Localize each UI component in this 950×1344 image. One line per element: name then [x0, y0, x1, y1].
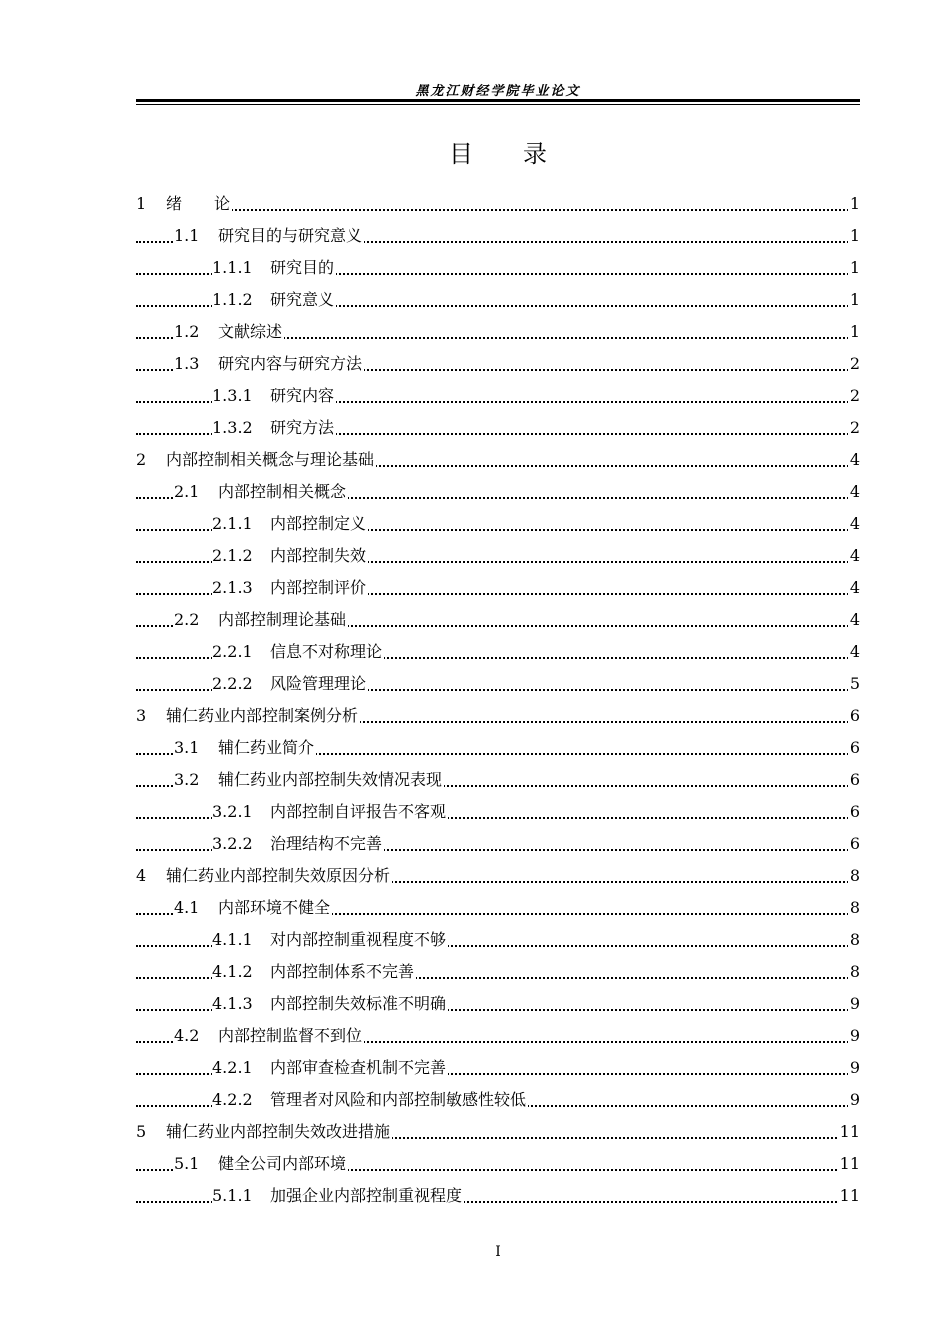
toc-entry[interactable] [136, 220, 860, 252]
toc-entry[interactable] [136, 700, 860, 732]
toc-entry-text: 健全公司内部环境 [218, 1154, 347, 1173]
toc-entry-label [212, 674, 368, 693]
toc-entry-page: 9 [848, 1020, 860, 1052]
toc-entry-text: 内部控制理论基础 [218, 610, 347, 629]
toc-entry-page: 6 [848, 796, 860, 828]
toc-entry-page: 5 [848, 668, 860, 700]
toc-entry[interactable] [136, 252, 860, 284]
toc-entry-number: 4.2.2 [212, 1090, 253, 1109]
toc-entry-label [136, 706, 360, 725]
toc-entry-label [212, 962, 416, 981]
toc-entry[interactable] [136, 764, 860, 796]
toc-entry-number: 1.3 [174, 354, 200, 373]
toc-entry-text: 辅仁药业内部控制失效原因分析 [166, 866, 391, 885]
toc-entry-text: 对内部控制重视程度不够 [270, 930, 447, 949]
toc-entry-label [212, 1186, 464, 1205]
toc-entry-label [212, 578, 368, 597]
toc-entry-page: 4 [848, 572, 860, 604]
toc-entry-number: 4.1.1 [212, 930, 253, 949]
toc-dot-leader [136, 208, 860, 211]
toc-entry-text: 内部控制体系不完善 [270, 962, 415, 981]
toc-entry-label [174, 898, 332, 917]
toc-entry-text: 辅仁药业内部控制案例分析 [166, 706, 359, 725]
toc-entry-label [212, 1090, 528, 1109]
toc-entry-label [212, 258, 336, 277]
toc-entry-text: 内部控制相关概念与理论基础 [166, 450, 375, 469]
toc-entry-page: 8 [848, 924, 860, 956]
toc-entry-page: 8 [848, 892, 860, 924]
toc-entry-page: 4 [848, 604, 860, 636]
toc-title [136, 134, 860, 169]
toc-entry-page: 1 [848, 220, 860, 252]
toc-entry-label [174, 1026, 364, 1045]
toc-entry[interactable] [136, 316, 860, 348]
toc-entry[interactable] [136, 892, 860, 924]
toc-entry-page: 1 [848, 252, 860, 284]
toc-entry[interactable] [136, 668, 860, 700]
table-of-contents [136, 188, 860, 1212]
toc-entry-text: 信息不对称理论 [270, 642, 383, 661]
toc-entry-page: 4 [848, 636, 860, 668]
toc-entry-label [212, 834, 384, 853]
toc-entry-page: 4 [848, 444, 860, 476]
toc-entry-number: 2 [136, 450, 147, 469]
toc-entry[interactable] [136, 444, 860, 476]
toc-entry-page: 9 [848, 988, 860, 1020]
toc-entry-page: 4 [848, 476, 860, 508]
toc-entry-page: 1 [848, 284, 860, 316]
toc-entry-page: 11 [838, 1180, 860, 1212]
toc-entry-text: 内部控制失效 [270, 546, 367, 565]
toc-entry-page: 11 [838, 1148, 860, 1180]
toc-entry-number: 1.1 [174, 226, 200, 245]
toc-entry-label [136, 194, 232, 213]
toc-entry[interactable] [136, 476, 860, 508]
toc-entry-text: 研究意义 [270, 290, 335, 309]
toc-entry-label [174, 770, 444, 789]
toc-entry[interactable] [136, 956, 860, 988]
toc-entry-text: 辅仁药业内部控制失效改进措施 [166, 1122, 391, 1141]
header-rule-thick [136, 99, 860, 102]
toc-entry-number: 4.1 [174, 898, 200, 917]
toc-entry-number: 2.2 [174, 610, 200, 629]
toc-entry[interactable] [136, 188, 860, 220]
toc-entry-text: 研究方法 [270, 418, 335, 437]
toc-entry-text: 内部控制评价 [270, 578, 367, 597]
toc-entry-page: 2 [848, 348, 860, 380]
toc-entry-label [212, 386, 336, 405]
toc-entry-number: 5.1 [174, 1154, 200, 1173]
toc-entry-page: 2 [848, 380, 860, 412]
toc-entry-text: 研究目的 [270, 258, 335, 277]
toc-entry-label [174, 738, 316, 757]
toc-entry[interactable] [136, 1180, 860, 1212]
toc-entry-number: 2.1.2 [212, 546, 253, 565]
toc-entry-page: 2 [848, 412, 860, 444]
toc-entry-page: 6 [848, 828, 860, 860]
toc-entry-number: 3.2.1 [212, 802, 253, 821]
toc-entry-number: 4 [136, 866, 147, 885]
toc-title-char-1: 目 [449, 140, 473, 168]
header-rule-thin [136, 104, 860, 105]
toc-entry-page: 8 [848, 860, 860, 892]
toc-entry-number: 3.2 [174, 770, 200, 789]
toc-entry-label [174, 226, 364, 245]
page-number: I [495, 1244, 501, 1260]
toc-entry[interactable] [136, 860, 860, 892]
toc-entry-text: 文献综述 [218, 322, 283, 341]
toc-entry-label [212, 930, 448, 949]
toc-entry[interactable] [136, 1116, 860, 1148]
toc-entry-text: 管理者对风险和内部控制敏感性较低 [270, 1090, 527, 1109]
toc-entry-number: 4.2.1 [212, 1058, 253, 1077]
toc-entry-page: 6 [848, 700, 860, 732]
toc-entry-number: 4.1.3 [212, 994, 253, 1013]
toc-entry-label [212, 1058, 448, 1077]
toc-entry-number: 2.2.1 [212, 642, 253, 661]
toc-entry-number: 1.2 [174, 322, 200, 341]
toc-entry-number: 4.2 [174, 1026, 200, 1045]
toc-entry-label [212, 642, 384, 661]
toc-entry[interactable] [136, 796, 860, 828]
toc-entry[interactable] [136, 1148, 860, 1180]
toc-entry[interactable] [136, 604, 860, 636]
toc-entry[interactable] [136, 508, 860, 540]
toc-entry-number: 2.1.1 [212, 514, 253, 533]
toc-entry-label [212, 290, 336, 309]
toc-entry-text: 内部控制定义 [270, 514, 367, 533]
toc-entry-text: 内部控制监督不到位 [218, 1026, 363, 1045]
toc-entry-label [136, 450, 376, 469]
toc-entry-label [174, 354, 364, 373]
page-header: 黑龙江财经学院毕业论文 [415, 84, 581, 99]
toc-entry-number: 1.1.1 [212, 258, 253, 277]
toc-entry-number: 1.3.1 [212, 386, 253, 405]
toc-entry-page: 8 [848, 956, 860, 988]
toc-entry-text: 辅仁药业简介 [218, 738, 315, 757]
toc-entry-text: 内部环境不健全 [218, 898, 331, 917]
toc-entry-number: 4.1.2 [212, 962, 253, 981]
toc-entry-text: 内部审查检查机制不完善 [270, 1058, 447, 1077]
toc-entry-text: 绪 论 [166, 194, 231, 213]
toc-entry-page: 4 [848, 508, 860, 540]
toc-entry[interactable] [136, 828, 860, 860]
toc-entry-number: 1.3.2 [212, 418, 253, 437]
toc-entry-page: 6 [848, 764, 860, 796]
toc-entry-label [174, 322, 284, 341]
toc-entry[interactable] [136, 1052, 860, 1084]
toc-title-char-2: 录 [523, 140, 547, 168]
toc-entry[interactable] [136, 1020, 860, 1052]
toc-entry[interactable] [136, 636, 860, 668]
toc-entry[interactable] [136, 924, 860, 956]
toc-entry[interactable] [136, 572, 860, 604]
toc-entry[interactable] [136, 988, 860, 1020]
toc-entry-label [136, 1122, 392, 1141]
toc-entry[interactable] [136, 284, 860, 316]
toc-entry[interactable] [136, 732, 860, 764]
toc-entry-label [212, 546, 368, 565]
toc-entry[interactable] [136, 412, 860, 444]
toc-entry-text: 研究目的与研究意义 [218, 226, 363, 245]
toc-entry-number: 5.1.1 [212, 1186, 253, 1205]
toc-entry-label [174, 1154, 348, 1173]
toc-entry-label [174, 610, 348, 629]
toc-entry-label [212, 418, 336, 437]
toc-entry-number: 2.1.3 [212, 578, 253, 597]
toc-entry-number: 3.2.2 [212, 834, 253, 853]
toc-entry-label [212, 514, 368, 533]
toc-entry-text: 内部控制失效标准不明确 [270, 994, 447, 1013]
toc-entry-page: 4 [848, 540, 860, 572]
toc-entry-text: 研究内容与研究方法 [218, 354, 363, 373]
toc-entry-label [174, 482, 348, 501]
toc-entry-text: 内部控制相关概念 [218, 482, 347, 501]
toc-entry[interactable] [136, 1084, 860, 1116]
toc-entry-number: 3.1 [174, 738, 200, 757]
toc-entry-label [136, 866, 392, 885]
toc-entry-number: 2.2.2 [212, 674, 253, 693]
toc-entry-page: 1 [848, 188, 860, 220]
toc-entry-number: 1 [136, 194, 147, 213]
toc-entry-label [212, 994, 448, 1013]
toc-entry-page: 6 [848, 732, 860, 764]
toc-entry-text: 内部控制自评报告不客观 [270, 802, 447, 821]
toc-entry-page: 9 [848, 1052, 860, 1084]
toc-entry-text: 研究内容 [270, 386, 335, 405]
toc-entry-page: 11 [838, 1116, 860, 1148]
toc-entry[interactable] [136, 540, 860, 572]
toc-entry-number: 1.1.2 [212, 290, 253, 309]
toc-entry-page: 9 [848, 1084, 860, 1116]
toc-entry-text: 治理结构不完善 [270, 834, 383, 853]
toc-entry-text: 加强企业内部控制重视程度 [270, 1186, 463, 1205]
toc-entry[interactable] [136, 348, 860, 380]
toc-entry-number: 3 [136, 706, 147, 725]
toc-entry-number: 5 [136, 1122, 147, 1141]
toc-entry[interactable] [136, 380, 860, 412]
toc-entry-text: 辅仁药业内部控制失效情况表现 [218, 770, 443, 789]
toc-entry-label [212, 802, 448, 821]
toc-entry-number: 2.1 [174, 482, 200, 501]
toc-entry-text: 风险管理理论 [270, 674, 367, 693]
toc-entry-page: 1 [848, 316, 860, 348]
